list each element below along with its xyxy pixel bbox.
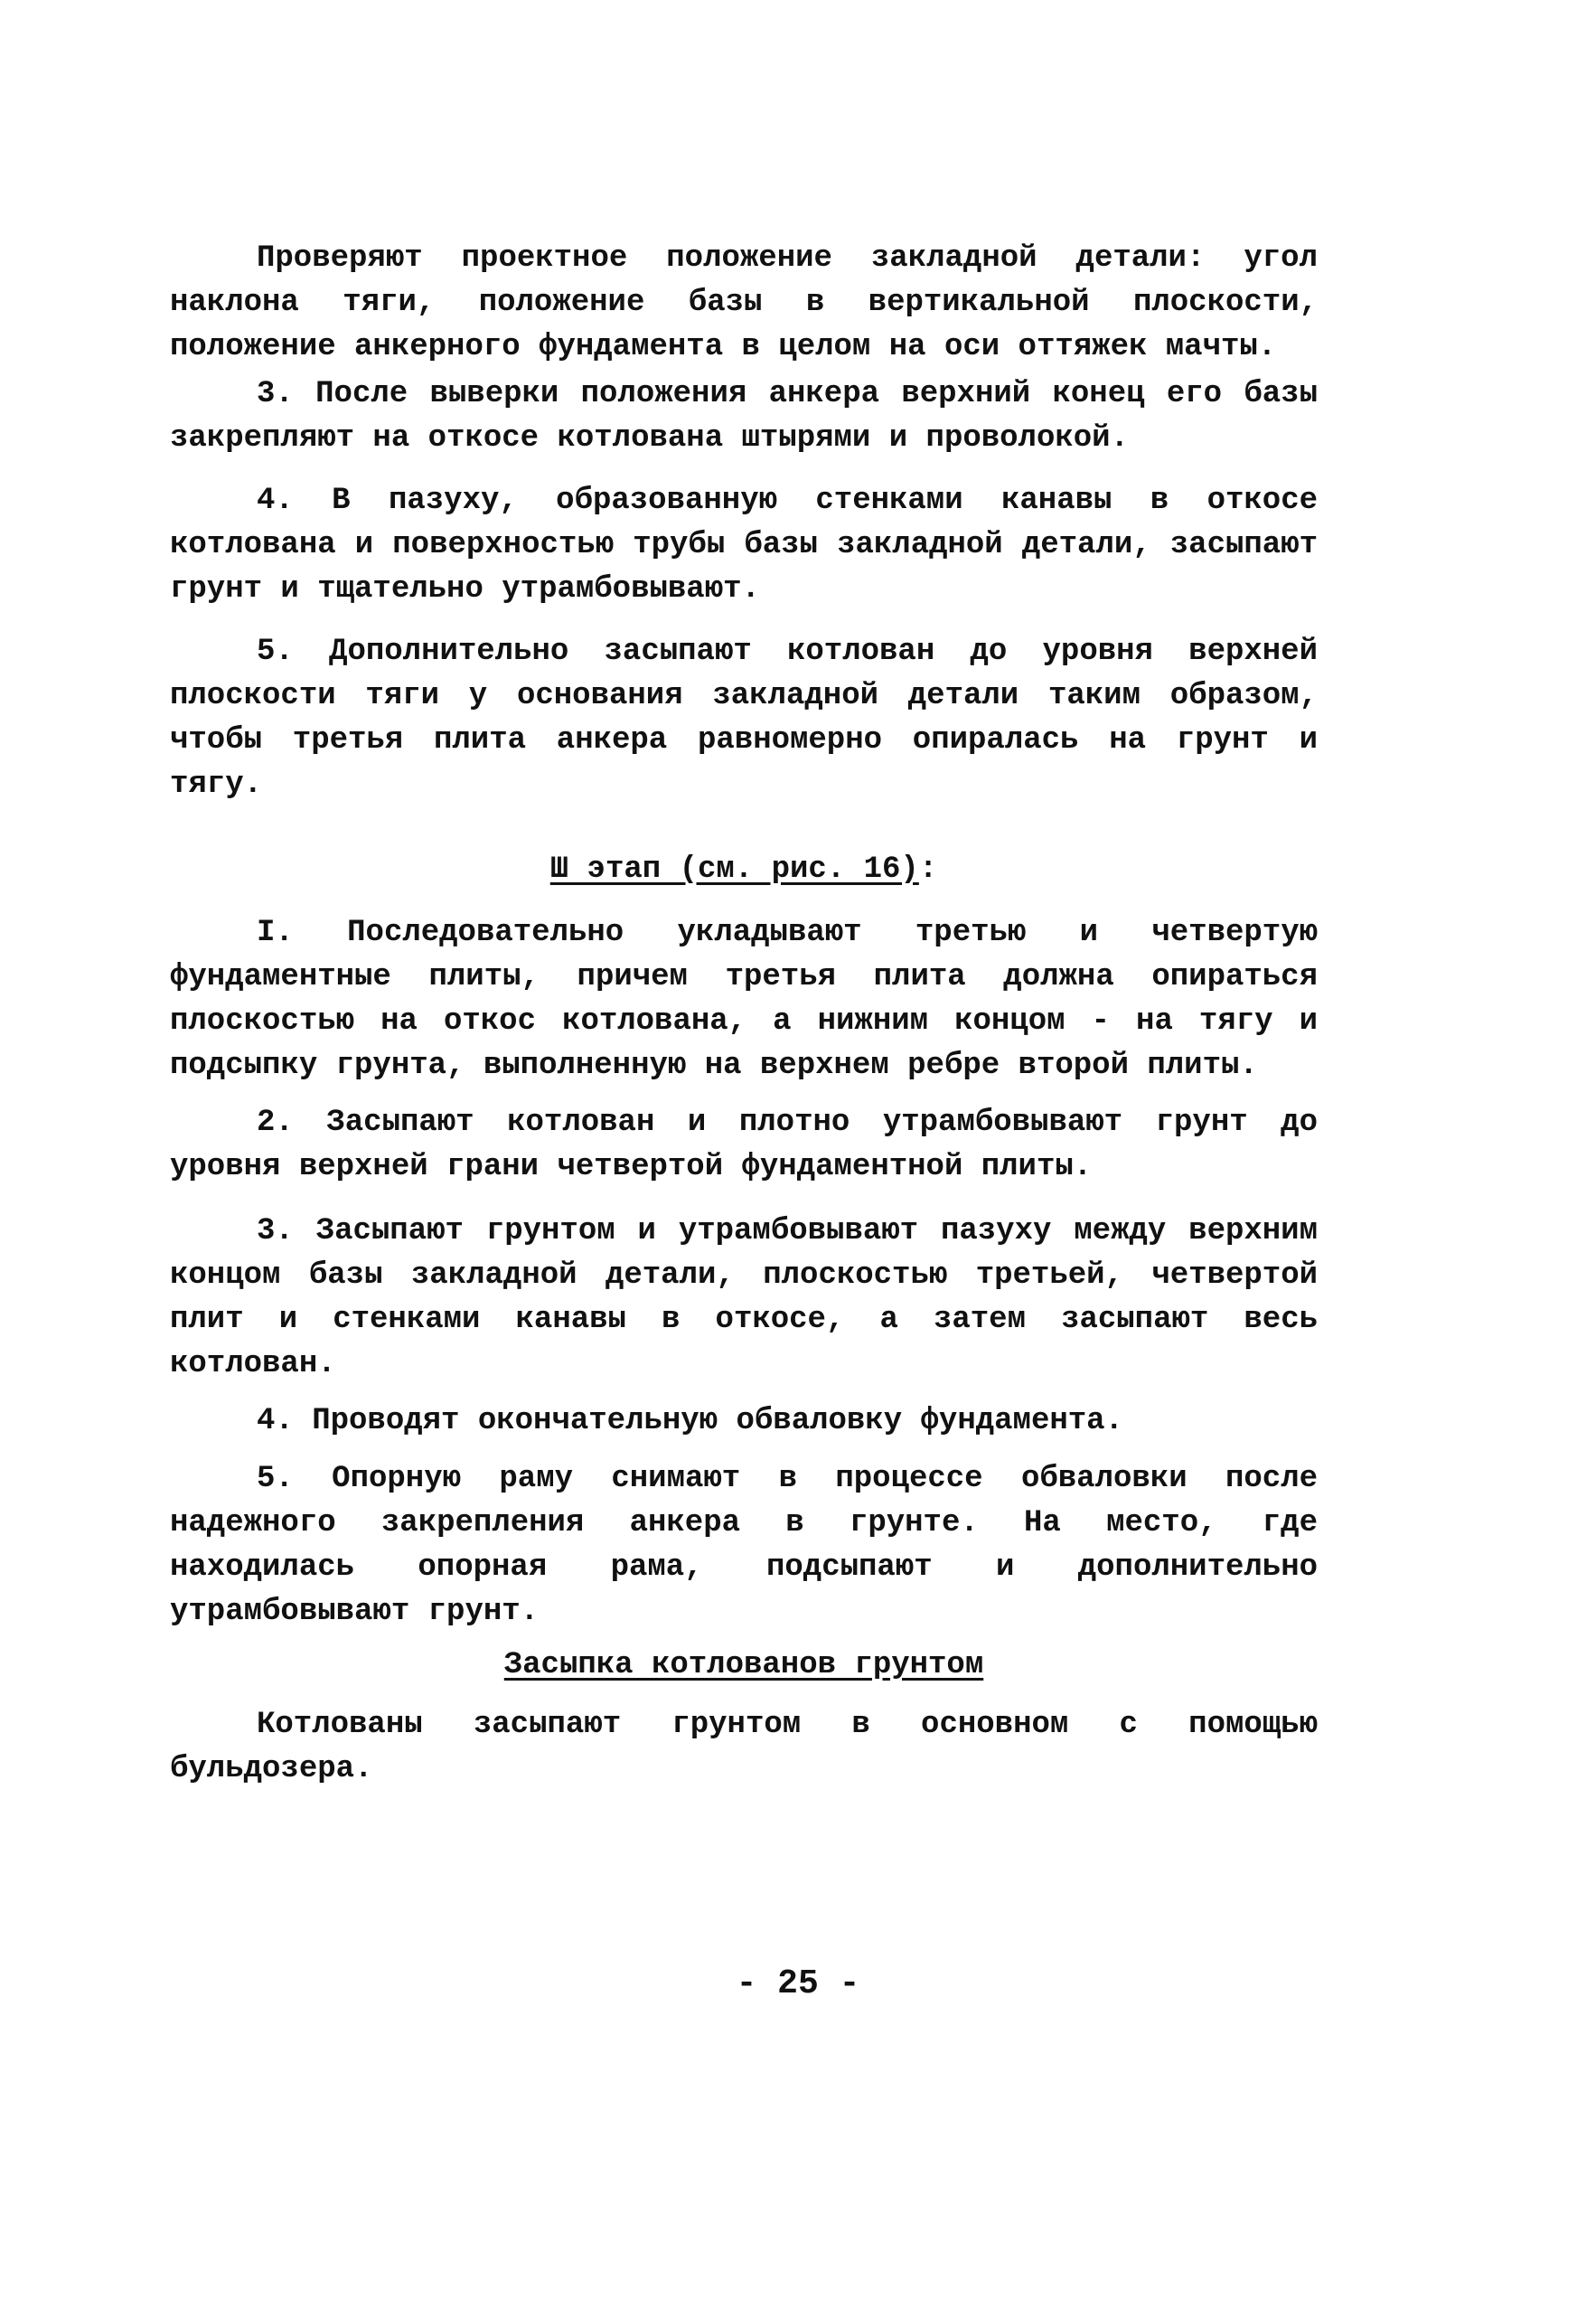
- stage-3-item-1: I. Последовательно укладывают третью и четвертую фундаментные плиты, причем третья плита должна опираться плоскостью на откос котлована, а нижним концом - на тягу и подсыпку грунта, выполненную на верхнем ребре второй плиты.: [170, 916, 1318, 1083]
- stage-3-item-5: 5. Опорную раму снимают в процессе обваловки после надежного закрепления анкера в грунте. На место, где находилась опорная рама, подсыпают и дополнительно утрамбовывают грунт.: [170, 1462, 1318, 1629]
- stage-3-item-2: 2. Засыпают котлован и плотно утрамбовывают грунт до уровня верхней грани четвертой фундаментной плиты.: [170, 1106, 1318, 1184]
- paragraph-step-3: 3. После выверки положения анкера верхний конец его базы закрепляют на откосе котлована штырями и проволокой.: [170, 377, 1318, 456]
- stage-3-item-4: 4. Проводят окончательную обваловку фундамента.: [257, 1404, 1123, 1438]
- page-number: - 25 -: [736, 1964, 860, 2003]
- paragraph-step-5: 5. Дополнительно засыпают котлован до уровня верхней плоскости тяги у основания закладной детали таким образом, чтобы третья плита анкера равномерно опиралась на грунт и тягу.: [170, 635, 1318, 802]
- stage-3-heading-colon: :: [918, 852, 938, 887]
- stage-3-item-3: 3. Засыпают грунтом и утрамбовывают пазуху между верхним концом базы закладной детали, плоскостью третьей, четвертой плит и стенками канавы в откосе, а затем засыпают весь котлован.: [170, 1214, 1318, 1381]
- backfill-paragraph: Котлованы засыпают грунтом в основном с помощью бульдозера.: [170, 1708, 1318, 1786]
- stage-3-heading-text: Ш этап (см. рис. 16): [549, 852, 919, 887]
- paragraph-position-check: Проверяют проектное положение закладной детали: угол наклона тяги, положение базы в вертикальной плоскости, положение анкерного фундамента в целом на оси оттяжек мачты.: [170, 241, 1318, 364]
- paragraph-step-4: 4. В пазуху, образованную стенками канавы в откосе котлована и поверхностью трубы базы закладной детали, засыпают грунт и тщательно утрамбовывают.: [170, 484, 1318, 607]
- backfill-heading-text: Засыпка котлованов грунтом: [503, 1648, 984, 1682]
- backfill-heading: [170, 1644, 1318, 1688]
- stage-3-heading: [170, 848, 1318, 892]
